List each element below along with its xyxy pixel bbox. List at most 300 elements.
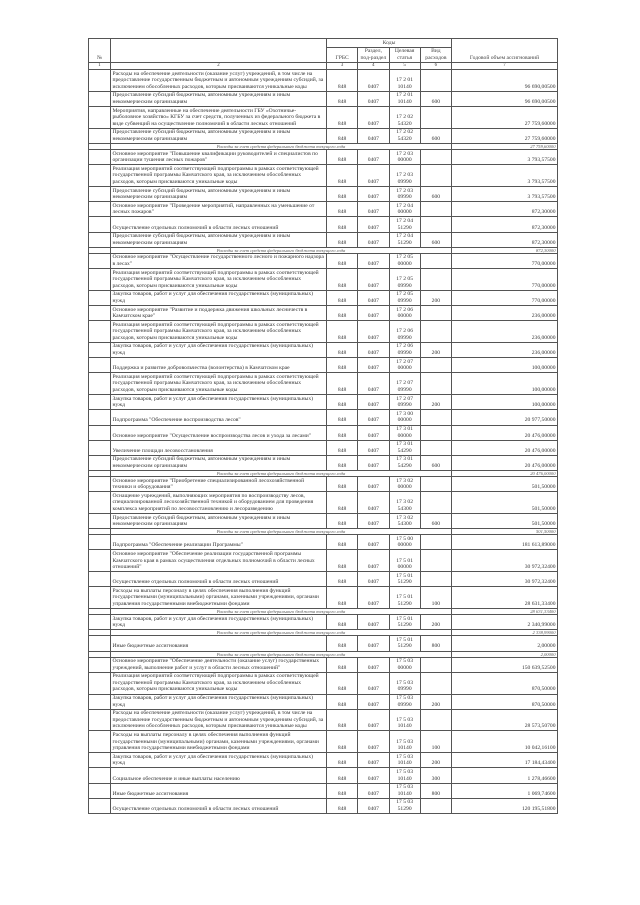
header-name xyxy=(111,39,327,63)
column-number: 4 xyxy=(358,62,389,69)
row-grbs-cell: 848 xyxy=(327,477,358,492)
table-row xyxy=(89,217,558,232)
row-section-cell: 0407 xyxy=(358,425,389,440)
row-csr-cell: 17 5 01 51290 xyxy=(389,572,420,587)
row-name-cell: Осуществление отдельных полномочий в области лесных отношений xyxy=(111,572,327,587)
row-grbs-cell: 848 xyxy=(327,550,358,572)
row-num-cell xyxy=(89,128,111,143)
row-sum-cell: 96 690,00500 xyxy=(452,91,558,106)
row-section-cell: 0407 xyxy=(358,321,389,343)
row-section-cell: 0407 xyxy=(358,358,389,373)
table-row xyxy=(89,672,558,694)
row-name-cell: Иные бюджетные ассигнования xyxy=(111,636,327,651)
row-vr-cell: 200 xyxy=(420,342,451,357)
row-section-cell: 0407 xyxy=(358,232,389,247)
row-csr-cell: 17 2 02 54320 xyxy=(389,107,420,129)
row-num-cell xyxy=(89,753,111,768)
federal-budget-note: Расходы за счет средств федерального бюджета текущего года xyxy=(111,529,452,535)
row-section-cell: 0407 xyxy=(358,253,389,268)
row-csr-cell: 17 2 02 54320 xyxy=(389,128,420,143)
row-vr-cell: 800 xyxy=(420,636,451,651)
row-vr-cell xyxy=(420,477,451,492)
row-num-cell xyxy=(89,731,111,753)
table-row xyxy=(89,657,558,672)
row-num-cell xyxy=(89,107,111,129)
row-grbs-cell: 848 xyxy=(327,514,358,529)
row-sum-cell: 28 631,33400 xyxy=(452,587,558,609)
table-row xyxy=(89,587,558,609)
row-csr-cell: 17 3 02 54300 xyxy=(389,492,420,514)
row-csr-cell: 17 2 04 00000 xyxy=(389,202,420,217)
row-section-cell: 0407 xyxy=(358,342,389,357)
row-vr-cell xyxy=(420,107,451,129)
row-name-cell: Расходы на обеспечение деятельности (оказание услуг) учреждений, в том числе на предоставление государственным бюджетным и автономным учреждениям субсидий, за исключением обособленных расходов, которым присваиваются уникальные коды xyxy=(111,709,327,731)
table-row xyxy=(89,709,558,731)
row-csr-cell: 17 5 01 00000 xyxy=(389,550,420,572)
table-row xyxy=(89,731,558,753)
row-name-cell: Закупка товаров, работ и услуг для обеспечения государственных (муниципальных) нужд xyxy=(111,342,327,357)
row-sum-cell: 10 042,16100 xyxy=(452,731,558,753)
row-grbs-cell: 848 xyxy=(327,187,358,202)
row-grbs-cell: 848 xyxy=(327,455,358,470)
row-section-cell: 0407 xyxy=(358,615,389,630)
table-row xyxy=(89,290,558,305)
row-csr-cell: 17 2 03 09990 xyxy=(389,165,420,187)
row-name-cell: Поддержка и развитие добровольчества (волонтерства) в Камчатском крае xyxy=(111,358,327,373)
row-section-cell: 0407 xyxy=(358,709,389,731)
row-name-cell: Социальное обеспечение и иные выплаты населению xyxy=(111,768,327,783)
column-number: 7 xyxy=(452,62,558,69)
row-section-cell: 0407 xyxy=(358,306,389,321)
table-row xyxy=(89,535,558,550)
row-csr-cell: 17 2 03 00000 xyxy=(389,150,420,165)
row-num-cell xyxy=(89,91,111,106)
table-row xyxy=(89,783,558,798)
federal-budget-note-sum: 501,50000 xyxy=(452,529,558,535)
row-csr-cell: 17 3 01 54290 xyxy=(389,455,420,470)
row-num-cell xyxy=(89,492,111,514)
row-name-cell: Закупка товаров, работ и услуг для обеспечения государственных (муниципальных) нужд xyxy=(111,615,327,630)
row-csr-cell: 17 5 03 10140 xyxy=(389,709,420,731)
row-num-cell xyxy=(89,232,111,247)
row-vr-cell xyxy=(420,440,451,455)
row-num-cell xyxy=(89,253,111,268)
row-section-cell: 0407 xyxy=(358,269,389,291)
table-row xyxy=(89,253,558,268)
row-num-cell xyxy=(89,321,111,343)
row-name-cell: Подпрограмма "Обеспечение воспроизводства лесов" xyxy=(111,410,327,425)
row-num-cell xyxy=(89,342,111,357)
table-row xyxy=(89,358,558,373)
row-grbs-cell: 848 xyxy=(327,731,358,753)
row-vr-cell xyxy=(420,798,451,813)
row-name-cell: Основное мероприятие "Обеспечение реализации государственной программы Камчатского края в рамках осуществления отдельных полномочий в области лесных отношений" xyxy=(111,550,327,572)
row-grbs-cell: 848 xyxy=(327,535,358,550)
row-num-cell xyxy=(89,657,111,672)
row-num-cell xyxy=(89,455,111,470)
row-sum-cell: 150 639,52500 xyxy=(452,657,558,672)
table-row xyxy=(89,232,558,247)
row-name-cell: Реализация мероприятий соответствующей подпрограммы в рамках соответствующей государственной программы Камчатского края, за исключением обособленных расходов, которым присваиваются уникальные коды xyxy=(111,269,327,291)
row-csr-cell: 17 3 00 00000 xyxy=(389,410,420,425)
row-grbs-cell: 848 xyxy=(327,202,358,217)
row-section-cell: 0407 xyxy=(358,410,389,425)
row-name-cell: Расходы на выплаты персоналу в целях обеспечения выполнения функций государственными (муниципальными) органами, казенными учреждениями, органами управления государственными внебюджетными фондами xyxy=(111,587,327,609)
row-num-cell xyxy=(89,290,111,305)
row-num-cell xyxy=(89,306,111,321)
row-grbs-cell: 848 xyxy=(327,358,358,373)
row-section-cell: 0407 xyxy=(358,290,389,305)
row-sum-cell: 770,00000 xyxy=(452,253,558,268)
federal-budget-note: Расходы за счет средств федерального бюджета текущего года xyxy=(111,630,452,636)
row-name-cell: Расходы на обеспечение деятельности (оказание услуг) учреждений, в том числе на предоставление государственным бюджетным и автономным учреждениям субсидий, за исключением обособленных расходов, которым присваиваются уникальные коды xyxy=(111,70,327,92)
row-sum-cell: 872,30000 xyxy=(452,217,558,232)
row-name-cell: Предоставление субсидий бюджетным, автономным учреждениям и иным некоммерческим организациям xyxy=(111,187,327,202)
row-name-cell: Оснащение учреждений, выполняющих мероприятия по воспроизводству лесов, специализированной лесохозяйственной техникой и оборудованием для проведения комплекса мероприятий по лесовосстановлению и лесоразведению xyxy=(111,492,327,514)
row-num-cell xyxy=(89,150,111,165)
table-row xyxy=(89,477,558,492)
row-name-cell: Закупка товаров, работ и услуг для обеспечения государственных (муниципальных) нужд xyxy=(111,290,327,305)
row-name-cell: Основное мероприятие "Приобретение специализированной лесохозяйственной техники и оборудования" xyxy=(111,477,327,492)
column-numbers-row xyxy=(89,62,558,69)
row-csr-cell: 17 5 01 51290 xyxy=(389,587,420,609)
row-vr-cell xyxy=(420,217,451,232)
header-csr: Целевая статья xyxy=(389,47,420,62)
federal-budget-note-sum: 2 338,99000 xyxy=(452,630,558,636)
row-sum-cell: 236,00000 xyxy=(452,306,558,321)
row-sum-cell: 100,00000 xyxy=(452,395,558,410)
row-csr-cell: 17 2 05 09990 xyxy=(389,290,420,305)
row-grbs-cell: 848 xyxy=(327,768,358,783)
row-vr-cell xyxy=(420,672,451,694)
row-sum-cell: 870,50000 xyxy=(452,672,558,694)
table-body xyxy=(89,70,558,814)
row-section-cell: 0407 xyxy=(358,636,389,651)
row-sum-cell: 770,00000 xyxy=(452,269,558,291)
table-row xyxy=(89,107,558,129)
row-vr-cell: 200 xyxy=(420,753,451,768)
row-vr-cell xyxy=(420,150,451,165)
column-number: 5 xyxy=(389,62,420,69)
row-grbs-cell: 848 xyxy=(327,217,358,232)
column-number: 3 xyxy=(327,62,358,69)
row-vr-cell xyxy=(420,269,451,291)
row-sum-cell: 17 184,43400 xyxy=(452,753,558,768)
federal-budget-note: Расходы за счет средств федерального бюджета текущего года xyxy=(111,144,452,150)
federal-budget-note-sum: 27 759,60000 xyxy=(452,144,558,150)
table-row xyxy=(89,572,558,587)
federal-budget-note-sum: 28 631,33400 xyxy=(452,609,558,615)
row-sum-cell: 28 573,50700 xyxy=(452,709,558,731)
header-codes-group: Коды xyxy=(327,39,452,48)
row-grbs-cell: 848 xyxy=(327,694,358,709)
row-grbs-cell: 848 xyxy=(327,440,358,455)
row-csr-cell: 17 2 07 00000 xyxy=(389,358,420,373)
federal-budget-note: Расходы за счет средств федерального бюджета текущего года xyxy=(111,471,452,477)
row-section-cell: 0407 xyxy=(358,694,389,709)
row-csr-cell: 17 5 03 10140 xyxy=(389,768,420,783)
row-vr-cell: 100 xyxy=(420,587,451,609)
table-row xyxy=(89,425,558,440)
row-csr-cell: 17 2 05 00000 xyxy=(389,253,420,268)
row-csr-cell: 17 5 01 51290 xyxy=(389,636,420,651)
row-grbs-cell: 848 xyxy=(327,91,358,106)
row-csr-cell: 17 2 06 00000 xyxy=(389,306,420,321)
column-number: 6 xyxy=(420,62,451,69)
row-vr-cell: 200 xyxy=(420,694,451,709)
row-num-cell xyxy=(89,514,111,529)
row-vr-cell xyxy=(420,425,451,440)
row-name-cell: Реализация мероприятий соответствующей подпрограммы в рамках соответствующей государственной программы Камчатского края, за исключением обособленных расходов, которым присваиваются уникальные коды xyxy=(111,321,327,343)
row-vr-cell: 100 xyxy=(420,731,451,753)
row-name-cell: Мероприятия, направленные на обеспечение деятельности ГБУ «Охотничье-рыболовное хозяйство» КГБУ за счет средств, полученных из федерального бюджета в виде субвенций на осуществление полномочий в области лесных отношений xyxy=(111,107,327,129)
row-csr-cell: 17 5 03 00000 xyxy=(389,657,420,672)
table-row xyxy=(89,306,558,321)
row-grbs-cell: 848 xyxy=(327,636,358,651)
row-num-cell xyxy=(89,672,111,694)
row-sum-cell: 1 069,74600 xyxy=(452,783,558,798)
row-grbs-cell: 848 xyxy=(327,492,358,514)
row-num-cell xyxy=(89,217,111,232)
row-vr-cell: 600 xyxy=(420,514,451,529)
row-num-cell xyxy=(89,535,111,550)
row-section-cell: 0407 xyxy=(358,672,389,694)
row-vr-cell xyxy=(420,70,451,92)
row-sum-cell: 30 972,32400 xyxy=(452,550,558,572)
row-csr-cell: 17 2 05 09990 xyxy=(389,269,420,291)
row-csr-cell: 17 2 07 09990 xyxy=(389,373,420,395)
row-num-cell xyxy=(89,572,111,587)
table-row xyxy=(89,455,558,470)
row-num-cell xyxy=(89,440,111,455)
row-num-cell xyxy=(89,798,111,813)
row-csr-cell: 17 5 01 51290 xyxy=(389,615,420,630)
row-sum-cell: 181 613,89000 xyxy=(452,535,558,550)
row-vr-cell: 600 xyxy=(420,455,451,470)
row-section-cell: 0407 xyxy=(358,187,389,202)
row-vr-cell xyxy=(420,657,451,672)
row-name-cell: Подпрограмма "Обеспечение реализации Программы" xyxy=(111,535,327,550)
table-row xyxy=(89,753,558,768)
row-section-cell: 0407 xyxy=(358,535,389,550)
row-num-cell xyxy=(89,477,111,492)
row-grbs-cell: 848 xyxy=(327,783,358,798)
table-row xyxy=(89,70,558,92)
row-csr-cell: 17 5 03 09990 xyxy=(389,672,420,694)
row-grbs-cell: 848 xyxy=(327,321,358,343)
row-vr-cell xyxy=(420,709,451,731)
row-grbs-cell: 848 xyxy=(327,232,358,247)
row-num-cell xyxy=(89,615,111,630)
row-num-cell xyxy=(89,358,111,373)
row-grbs-cell: 848 xyxy=(327,165,358,187)
row-grbs-cell: 848 xyxy=(327,657,358,672)
row-name-cell: Закупка товаров, работ и услуг для обеспечения государственных (муниципальных) нужд xyxy=(111,694,327,709)
row-grbs-cell: 848 xyxy=(327,753,358,768)
row-csr-cell: 17 5 03 10140 xyxy=(389,783,420,798)
row-name-cell: Основное мероприятие "Развитие и поддержка движения школьных лесничеств в Камчатском крае" xyxy=(111,306,327,321)
row-num-cell xyxy=(89,636,111,651)
table-row xyxy=(89,91,558,106)
row-sum-cell: 20 977,50000 xyxy=(452,410,558,425)
row-sum-cell: 2 340,99000 xyxy=(452,615,558,630)
header-vr: Вид расходов xyxy=(420,47,451,62)
row-name-cell: Предоставление субсидий бюджетным, автономным учреждениям и иным некоммерческим организациям xyxy=(111,455,327,470)
row-vr-cell xyxy=(420,373,451,395)
row-num-cell xyxy=(89,694,111,709)
row-csr-cell: 17 3 02 00000 xyxy=(389,477,420,492)
row-vr-cell xyxy=(420,550,451,572)
row-num-cell xyxy=(89,550,111,572)
row-name-cell: Закупка товаров, работ и услуг для обеспечения государственных (муниципальных) нужд xyxy=(111,395,327,410)
row-section-cell: 0407 xyxy=(358,657,389,672)
row-vr-cell: 200 xyxy=(420,395,451,410)
row-section-cell: 0407 xyxy=(358,798,389,813)
row-grbs-cell: 848 xyxy=(327,615,358,630)
row-grbs-cell: 848 xyxy=(327,373,358,395)
federal-budget-note-sum: 20 476,00000 xyxy=(452,471,558,477)
row-vr-cell xyxy=(420,358,451,373)
row-section-cell: 0407 xyxy=(358,768,389,783)
row-name-cell: Основное мероприятие "Осуществление воспроизводства лесов и ухода за лесами" xyxy=(111,425,327,440)
row-vr-cell: 800 xyxy=(420,783,451,798)
header-sum: Годовой объем ассигнований xyxy=(452,39,558,63)
row-section-cell: 0407 xyxy=(358,731,389,753)
row-sum-cell: 20 476,00000 xyxy=(452,455,558,470)
row-vr-cell xyxy=(420,492,451,514)
row-sum-cell: 96 690,00500 xyxy=(452,70,558,92)
row-vr-cell xyxy=(420,572,451,587)
row-vr-cell: 300 xyxy=(420,768,451,783)
row-num-cell xyxy=(89,783,111,798)
row-section-cell: 0407 xyxy=(358,455,389,470)
table-row xyxy=(89,440,558,455)
row-sum-cell: 27 759,60000 xyxy=(452,128,558,143)
row-csr-cell: 17 5 03 10140 xyxy=(389,753,420,768)
row-grbs-cell: 848 xyxy=(327,410,358,425)
row-sum-cell: 870,50000 xyxy=(452,694,558,709)
row-num-cell xyxy=(89,269,111,291)
row-sum-cell: 30 972,32400 xyxy=(452,572,558,587)
row-section-cell: 0407 xyxy=(358,550,389,572)
row-section-cell: 0407 xyxy=(358,128,389,143)
row-section-cell: 0407 xyxy=(358,70,389,92)
federal-budget-note-sum: 2,00000 xyxy=(452,651,558,657)
table-row xyxy=(89,550,558,572)
row-csr-cell: 17 3 02 54300 xyxy=(389,514,420,529)
row-csr-cell: 17 2 07 09990 xyxy=(389,395,420,410)
row-name-cell: Закупка товаров, работ и услуг для обеспечения государственных (муниципальных) нужд xyxy=(111,753,327,768)
row-csr-cell: 17 2 04 51290 xyxy=(389,232,420,247)
row-vr-cell xyxy=(420,410,451,425)
row-grbs-cell: 848 xyxy=(327,253,358,268)
row-name-cell: Увеличение площади лесовосстановления xyxy=(111,440,327,455)
row-vr-cell xyxy=(420,321,451,343)
row-grbs-cell: 848 xyxy=(327,425,358,440)
federal-budget-note: Расходы за счет средств федерального бюджета текущего года xyxy=(111,651,452,657)
table-row xyxy=(89,202,558,217)
table-row xyxy=(89,187,558,202)
row-csr-cell: 17 5 03 51290 xyxy=(389,798,420,813)
row-section-cell: 0407 xyxy=(358,91,389,106)
row-vr-cell xyxy=(420,253,451,268)
row-sum-cell: 236,00000 xyxy=(452,321,558,343)
row-grbs-cell: 848 xyxy=(327,306,358,321)
table-row xyxy=(89,128,558,143)
row-vr-cell: 600 xyxy=(420,128,451,143)
column-number: 2 xyxy=(111,62,327,69)
row-sum-cell: 3 793,57500 xyxy=(452,165,558,187)
row-name-cell: Реализация мероприятий соответствующей подпрограммы в рамках соответствующей государственной программы Камчатского края, за исключением обособленных расходов, которым присваиваются уникальные коды xyxy=(111,165,327,187)
row-num-cell xyxy=(89,395,111,410)
row-grbs-cell: 848 xyxy=(327,128,358,143)
row-sum-cell: 501,50000 xyxy=(452,492,558,514)
table-row xyxy=(89,615,558,630)
column-number: 1 xyxy=(89,62,111,69)
row-sum-cell: 501,50000 xyxy=(452,514,558,529)
row-grbs-cell: 848 xyxy=(327,150,358,165)
row-num-cell xyxy=(89,425,111,440)
row-sum-cell: 3 793,57500 xyxy=(452,187,558,202)
row-name-cell: Предоставление субсидий бюджетным, автономным учреждениям и иным некоммерческим организациям xyxy=(111,128,327,143)
row-section-cell: 0407 xyxy=(358,783,389,798)
table-row xyxy=(89,636,558,651)
row-name-cell: Основное мероприятие "Обеспечение деятельности (оказание услуг) государственных учреждений, выполнение работ и услуг в области лесных отношений" xyxy=(111,657,327,672)
row-num-cell xyxy=(89,70,111,92)
table-row xyxy=(89,395,558,410)
row-sum-cell: 20 476,00000 xyxy=(452,440,558,455)
budget-table xyxy=(88,38,558,814)
row-num-cell xyxy=(89,202,111,217)
row-name-cell: Основное мероприятие "Проведение мероприятий, направленных на уменьшение от лесных пожаров" xyxy=(111,202,327,217)
row-num-cell xyxy=(89,768,111,783)
table-row xyxy=(89,342,558,357)
row-section-cell: 0407 xyxy=(358,165,389,187)
table-row xyxy=(89,410,558,425)
row-section-cell: 0407 xyxy=(358,572,389,587)
row-name-cell: Реализация мероприятий соответствующей подпрограммы в рамках соответствующей государственной программы Камчатского края, за исключением обособленных расходов, которым присваиваются уникальные коды xyxy=(111,672,327,694)
row-section-cell: 0407 xyxy=(358,373,389,395)
row-grbs-cell: 848 xyxy=(327,672,358,694)
row-name-cell: Предоставление субсидий бюджетным, автономным учреждениям и иным некоммерческим организациям xyxy=(111,514,327,529)
table-row xyxy=(89,694,558,709)
row-sum-cell: 120 195,51800 xyxy=(452,798,558,813)
row-section-cell: 0407 xyxy=(358,514,389,529)
row-vr-cell xyxy=(420,306,451,321)
header-section: Раздел, под-раздел xyxy=(358,47,389,62)
row-name-cell: Осуществление отдельных полномочий в области лесных отношений xyxy=(111,217,327,232)
header-num: № xyxy=(89,39,111,63)
federal-budget-note: Расходы за счет средств федерального бюджета текущего года xyxy=(111,609,452,615)
row-csr-cell: 17 2 01 10140 xyxy=(389,70,420,92)
table-row xyxy=(89,165,558,187)
row-sum-cell: 3 793,57500 xyxy=(452,150,558,165)
row-grbs-cell: 848 xyxy=(327,587,358,609)
row-vr-cell: 600 xyxy=(420,187,451,202)
row-name-cell: Предоставление субсидий бюджетным, автономным учреждениям и иным некоммерческим организациям xyxy=(111,232,327,247)
row-name-cell: Расходы на выплаты персоналу в целях обеспечения выполнения функций государственными (муниципальными) органами, казенными учреждениями, органами управления государственными внебюджетными фондами xyxy=(111,731,327,753)
row-sum-cell: 20 476,00000 xyxy=(452,425,558,440)
table-row xyxy=(89,768,558,783)
row-grbs-cell: 848 xyxy=(327,798,358,813)
row-grbs-cell: 848 xyxy=(327,290,358,305)
row-num-cell xyxy=(89,709,111,731)
row-name-cell: Иные бюджетные ассигнования xyxy=(111,783,327,798)
row-csr-cell: 17 2 04 51290 xyxy=(389,217,420,232)
row-csr-cell: 17 2 03 09990 xyxy=(389,187,420,202)
row-sum-cell: 100,00000 xyxy=(452,373,558,395)
row-vr-cell xyxy=(420,165,451,187)
